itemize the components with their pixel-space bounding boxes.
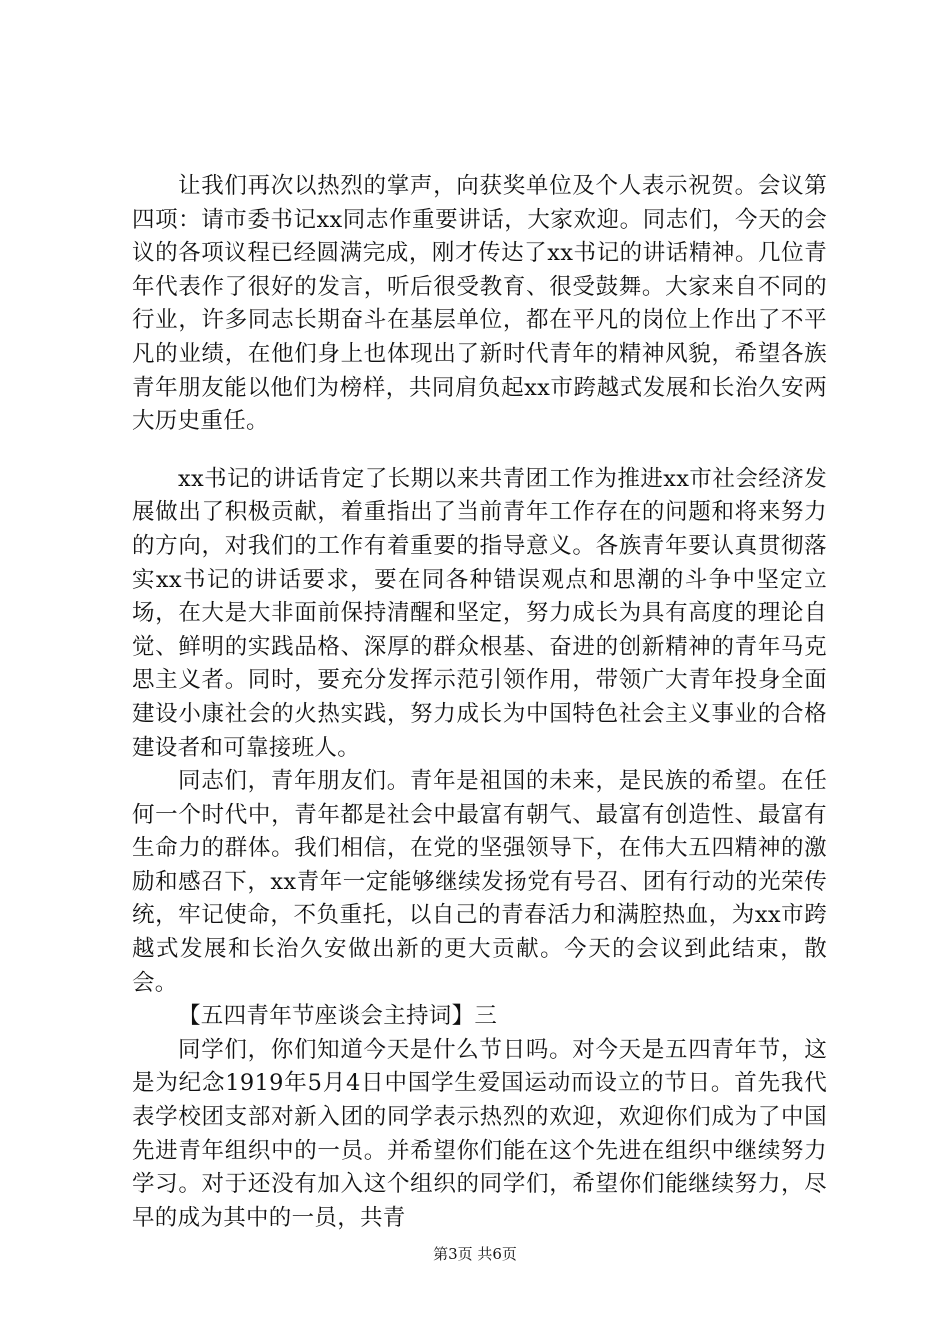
paragraph-students-address: 同学们，你们知道今天是什么节日吗。对今天是五四青年节，这是为纪念1919年5月4日中国学生爱国运动而设立的节日。首先我代表学校团支部对新入团的同学表示热烈的欢迎，欢迎你们成为了中国先进青年组织中的一员。并希望你们能在这个先进在组织中继续努力学习。对于还没有加入这个组织的同学们，希望你们能继续努力，尽早的成为其中的一员，共青	[132, 1036, 827, 1231]
paragraph-closing-remarks: 同志们，青年朋友们。青年是祖国的未来，是民族的希望。在任何一个时代中，青年都是社会中最富有朝气、最富有创造性、最富有生命力的群体。我们相信，在党的坚强领导下，在伟大五四精神的激励和感召下，xx青年一定能够继续发扬党有号召、团有行动的光荣传统，牢记使命，不负重托，以自己的青春活力和满腔热血，为xx市跨越式发展和长治久安做出新的更大贡献。今天的会议到此结束，散会。	[132, 768, 827, 996]
paragraph-speech-summary: xx书记的讲话肯定了长期以来共青团工作为推进xx市社会经济发展做出了积极贡献，着重指出了当前青年工作存在的问题和将来努力的方向，对我们的工作有着重要的指导意义。各族青年要认真贯彻落实xx书记的讲话要求，要在同各种错误观点和思潮的斗争中坚定立场，在大是大非面前保持清醒和坚定，努力成长为具有高度的理论自觉、鲜明的实践品格、深厚的群众根基、奋进的创新精神的青年马克思主义者。同时，要充分发挥示范引领作用，带领广大青年投身全面建设小康社会的火热实践，努力成长为中国特色社会主义事业的合格建设者和可靠接班人。	[132, 465, 827, 761]
page-number-footer: 第3页 共6页	[433, 1245, 517, 1263]
section-heading: 【五四青年节座谈会主持词】三	[178, 1003, 498, 1030]
paragraph-congratulations: 让我们再次以热烈的掌声，向获奖单位及个人表示祝贺。会议第四项：请市委书记xx同志作重要讲话，大家欢迎。同志们，今天的会议的各项议程已经圆满完成，刚才传达了xx书记的讲话精神。几位青年代表作了很好的发言，听后很受教育、很受鼓舞。大家来自不同的行业，许多同志长期奋斗在基层单位，都在平凡的岗位上作出了不平凡的业绩，在他们身上也体现出了新时代青年的精神风貌，希望各族青年朋友能以他们为榜样，共同肩负起xx市跨越式发展和长治久安两大历史重任。	[132, 173, 827, 435]
document-body	[132, 170, 827, 1235]
